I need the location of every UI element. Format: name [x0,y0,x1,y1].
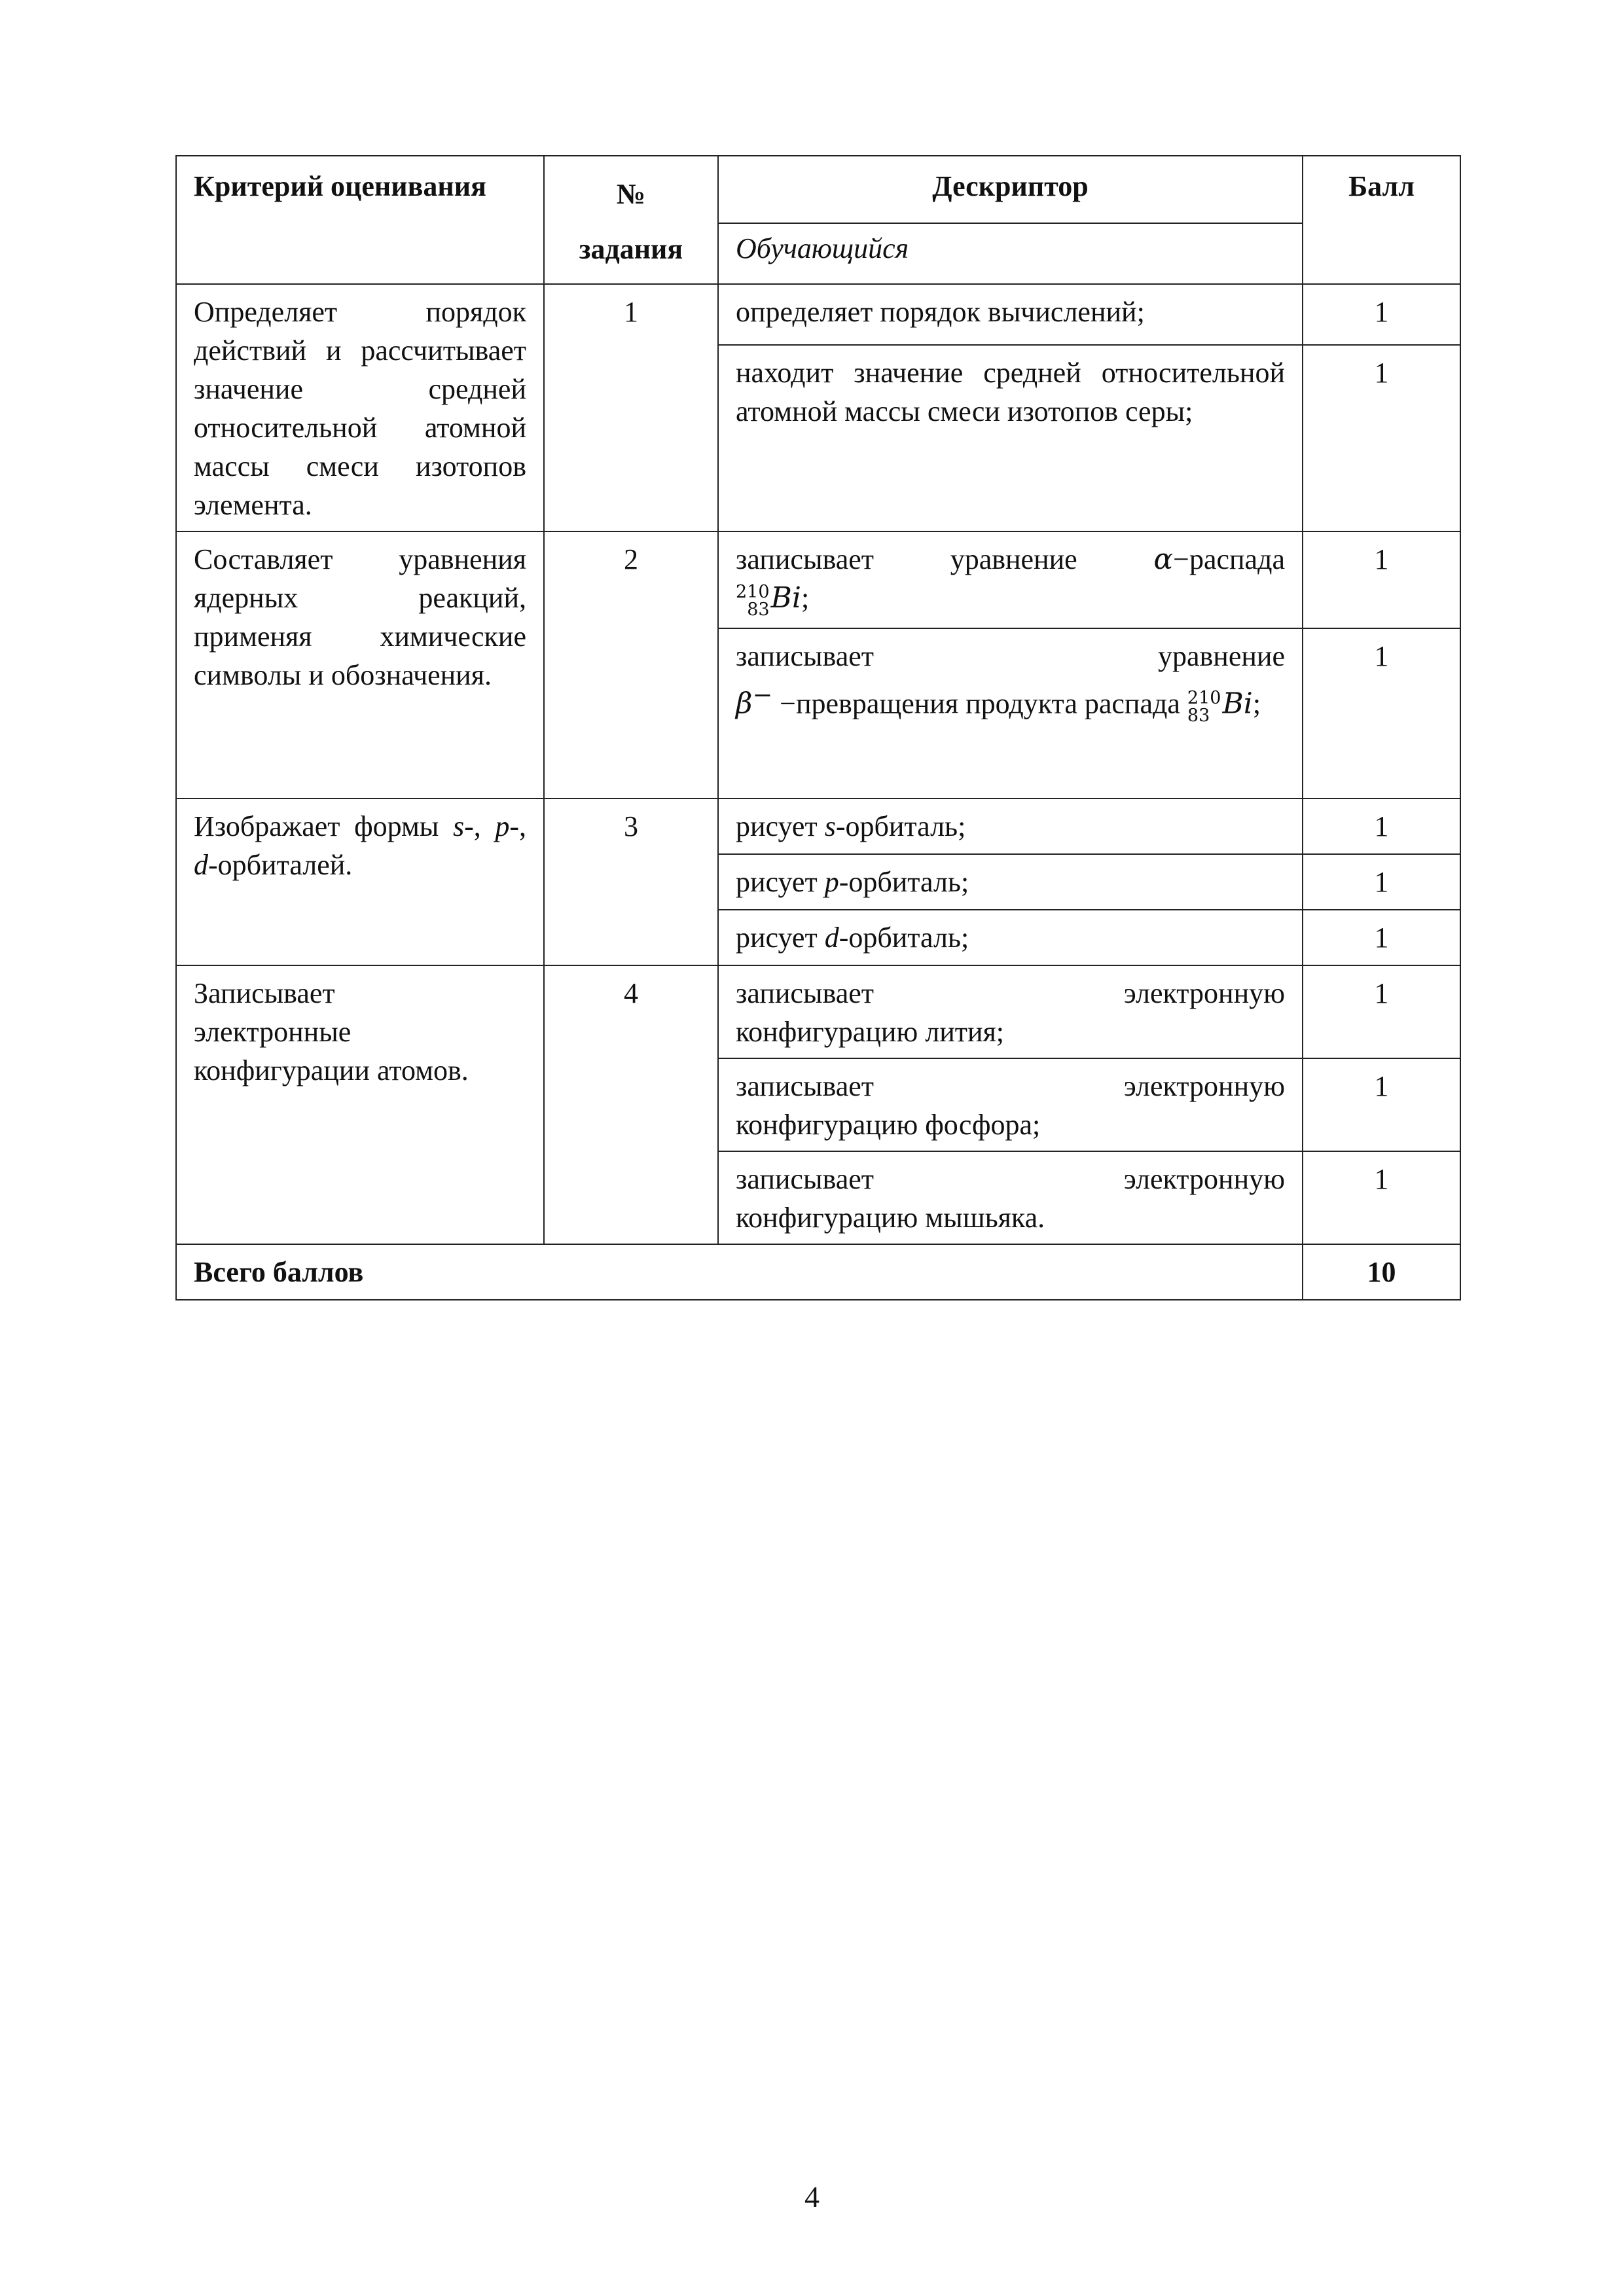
beta-symbol: β [736,687,753,721]
score-cell: 1 [1303,628,1460,798]
beta-line-2: β− −превращения продукта распада 210 83 Bi; [736,681,1261,726]
isotope-line: 210 83 Bi; [736,581,810,620]
score-cell: 1 [1303,854,1460,910]
total-label: Всего баллов [176,1244,1303,1300]
criterion-header: Критерий оценивания [176,156,544,284]
score-cell: 1 [1303,1151,1460,1244]
descriptor-cell: рисует d-орбиталь; [718,910,1303,965]
criterion-row [176,284,1460,345]
descriptor-cell [718,628,1303,798]
task-number-header: № задания [544,156,718,284]
page-number: 4 [804,2180,820,2214]
criterion-cell: Изображает формы s-, p-, d-орбиталей. [176,798,544,965]
score-header: Балл [1303,156,1460,284]
task-number-cell: 1 [544,284,718,531]
score-cell: 1 [1303,965,1460,1058]
score-cell: 1 [1303,798,1460,854]
descriptor-cell: находит значение средней относительной атомной массы смеси изотопов серы; [718,345,1303,531]
task-number-cell: 4 [544,965,718,1244]
score-cell: 1 [1303,531,1460,628]
score-cell: 1 [1303,1058,1460,1151]
criterion-cell: Определяет порядок действий и рассчитывает значение средней относительной атомной массы смеси изотопов элемента. [176,284,544,531]
criterion-cell: Составляет уравнения ядерных реакций, применяя химические символы и обозначения. [176,531,544,798]
criterion-row [176,965,1460,1058]
criterion-row [176,531,1460,628]
beta-line-1: записывает уравнение [736,640,1285,672]
score-cell: 1 [1303,284,1460,345]
isotope-symbol: Bi [1222,687,1253,721]
total-row [176,1244,1460,1300]
task-number-cell: 3 [544,798,718,965]
isotope-notation: 210 83 [1187,687,1221,726]
criterion-row [176,798,1460,854]
score-cell: 1 [1303,345,1460,531]
isotope-notation: 210 83 [736,581,770,620]
alpha-symbol: α [1153,543,1174,576]
descriptor-cell: рисует s-орбиталь; [718,798,1303,854]
descriptor-cell: определяет порядок вычислений; [718,284,1303,345]
descriptor-cell [718,531,1303,628]
descriptor-cell: записывает электронную конфигурацию мышьяка. [718,1151,1303,1244]
descriptor-cell: записывает электронную конфигурацию лития; [718,965,1303,1058]
alpha-decay-line: записывает уравнение α−распада [736,543,1285,576]
assessment-rubric-table [175,155,1461,1300]
isotope-symbol: Bi [770,581,801,615]
score-cell: 1 [1303,910,1460,965]
descriptor-header: Дескриптор [718,156,1303,223]
student-subheader: Обучающийся [718,223,1303,284]
criterion-cell: Записывает электронные конфигурации атомов. [176,965,544,1244]
descriptor-cell: записывает электронную конфигурацию фосфора; [718,1058,1303,1151]
task-number-cell: 2 [544,531,718,798]
descriptor-cell: рисует p-орбиталь; [718,854,1303,910]
total-score: 10 [1303,1244,1460,1300]
header-row [176,156,1460,223]
